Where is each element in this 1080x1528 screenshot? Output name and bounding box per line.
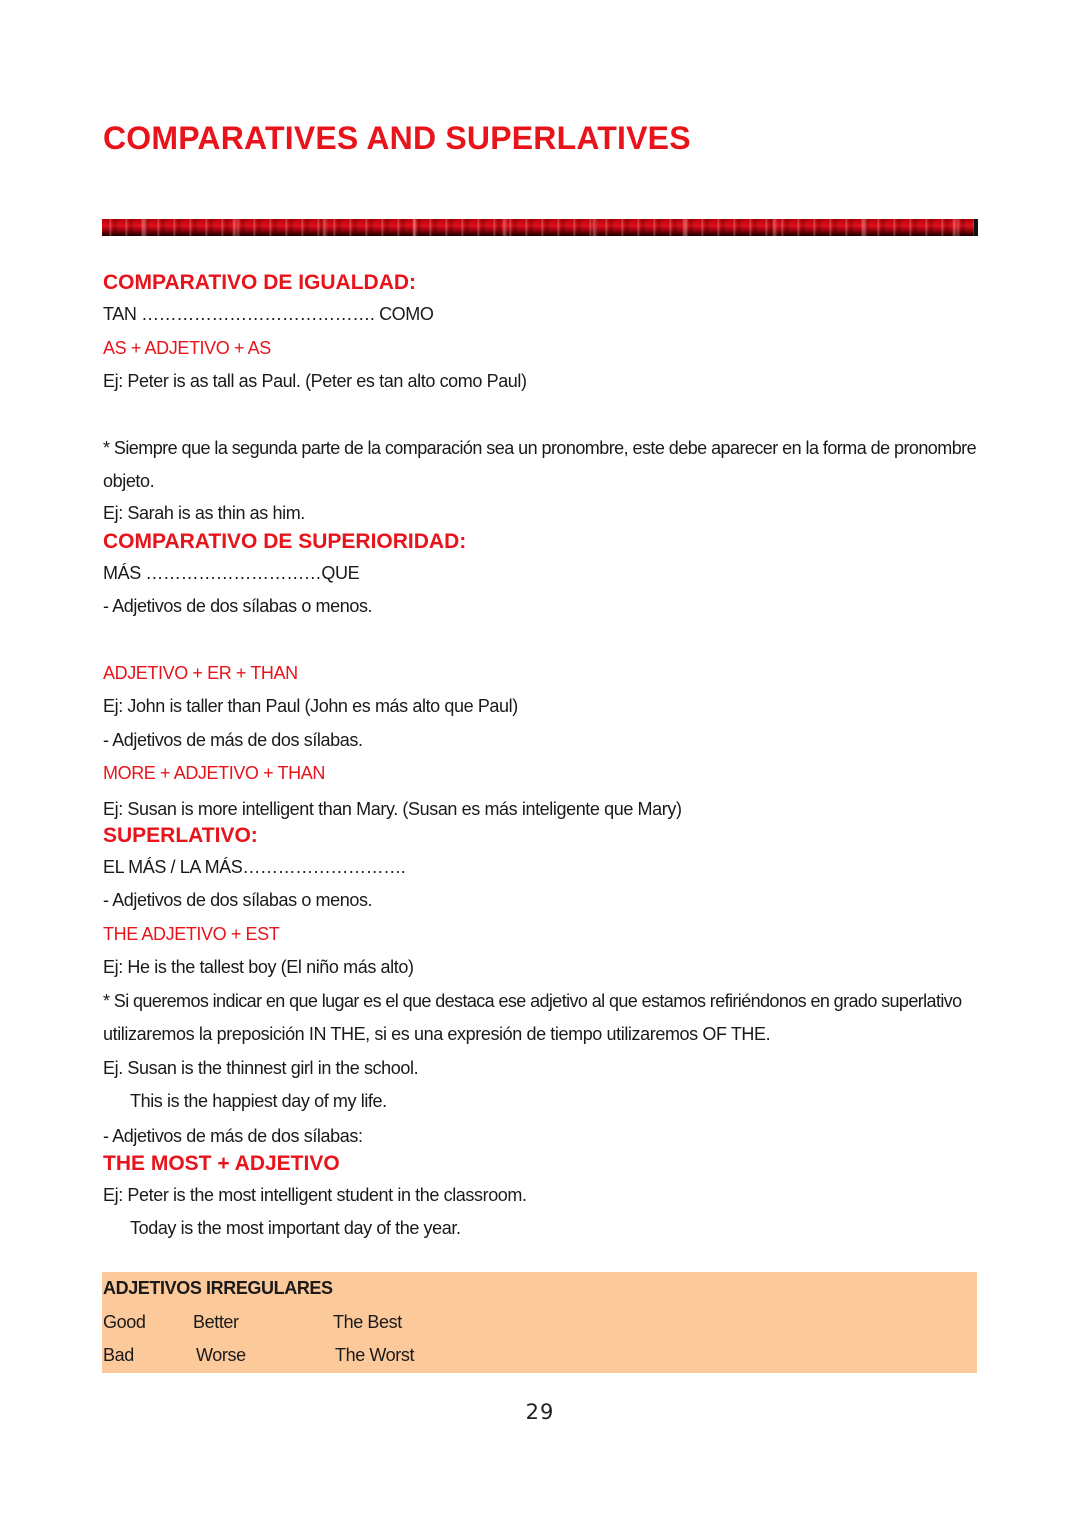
- superioridad-formula1: ADJETIVO + ER + THAN: [103, 662, 298, 683]
- igualdad-note-line2: objeto.: [103, 471, 155, 491]
- superlativo-rule2: - Adjetivos de más de dos sílabas:: [103, 1125, 363, 1146]
- superioridad-line: MÁS …………………………QUE: [103, 562, 360, 583]
- table-row: [102, 1339, 977, 1373]
- superlativo-line: EL MÁS / LA MÁS……………………….: [103, 856, 406, 877]
- superlativo-example4: Ej: Peter is the most intelligent student in the classroom.: [103, 1184, 527, 1205]
- table-row: [102, 1306, 977, 1340]
- heading-superioridad: COMPARATIVO DE SUPERIORIDAD:: [103, 529, 467, 553]
- superlativo-note-line1: * Si queremos indicar en que lugar es el que destaca ese adjetivo al que estamos refiriéndonos en grado superlativo: [103, 990, 962, 1011]
- superlativo-example5: Today is the most important day of the year.: [130, 1218, 461, 1238]
- irregular-adjectives-table: [102, 1272, 977, 1373]
- table-cell-base: Good: [103, 1311, 146, 1332]
- spacer: [103, 399, 980, 432]
- superlativo-example3: This is the happiest day of my life.: [130, 1091, 387, 1111]
- heading-igualdad: COMPARATIVO DE IGUALDAD:: [103, 271, 417, 294]
- superioridad-example2: Ej: Susan is more intelligent than Mary. (Susan es más inteligente que Mary): [103, 798, 682, 819]
- superlativo-example1: Ej: He is the tallest boy (El niño más alto): [103, 957, 414, 977]
- table-cell-comparative: Better: [193, 1311, 239, 1332]
- superioridad-formula2: MORE + ADJETIVO + THAN: [103, 763, 325, 783]
- superlativo-formula2: THE MOST + ADJETIVO: [103, 1151, 340, 1175]
- superioridad-example1: Ej: John is taller than Paul (John es más alto que Paul): [103, 696, 518, 716]
- table-cell-base: Bad: [103, 1345, 134, 1365]
- page-title: COMPARATIVES AND SUPERLATIVES: [103, 120, 691, 156]
- heading-superlativo: SUPERLATIVO:: [103, 823, 258, 847]
- superioridad-rule2: - Adjetivos de más de dos sílabas.: [103, 729, 363, 750]
- table-cell-comparative: Worse: [196, 1345, 246, 1365]
- igualdad-example: Ej: Peter is as tall as Paul. (Peter es tan alto como Paul): [103, 371, 527, 391]
- superlativo-note-line2: utilizaremos la preposición IN THE, si es una expresión de tiempo utilizaremos OF THE.: [103, 1024, 771, 1044]
- table-header: [102, 1272, 977, 1306]
- table-heading: ADJETIVOS IRREGULARES: [103, 1278, 333, 1298]
- igualdad-line: TAN …………………………………. COMO: [103, 304, 434, 324]
- superioridad-rule1: - Adjetivos de dos sílabas o menos.: [103, 596, 373, 616]
- igualdad-example2: Ej: Sarah is as thin as him.: [103, 502, 305, 523]
- igualdad-note-line1: * Siempre que la segunda parte de la comparación sea un pronombre, este debe aparecer en la forma de pronombre: [103, 437, 977, 458]
- superlativo-example2: Ej. Susan is the thinnest girl in the school.: [103, 1057, 419, 1078]
- decorative-banner: [102, 219, 978, 236]
- spacer: [103, 624, 980, 657]
- table-cell-superlative: The Best: [333, 1311, 402, 1332]
- table-cell-superlative: The Worst: [335, 1345, 415, 1365]
- superlativo-formula1: THE ADJETIVO + EST: [103, 923, 280, 944]
- igualdad-formula: AS + ADJETIVO + AS: [103, 337, 271, 358]
- page-number: 29: [525, 1400, 555, 1424]
- content-body: [103, 268, 980, 1246]
- superlativo-rule1: - Adjetivos de dos sílabas o menos.: [103, 890, 373, 910]
